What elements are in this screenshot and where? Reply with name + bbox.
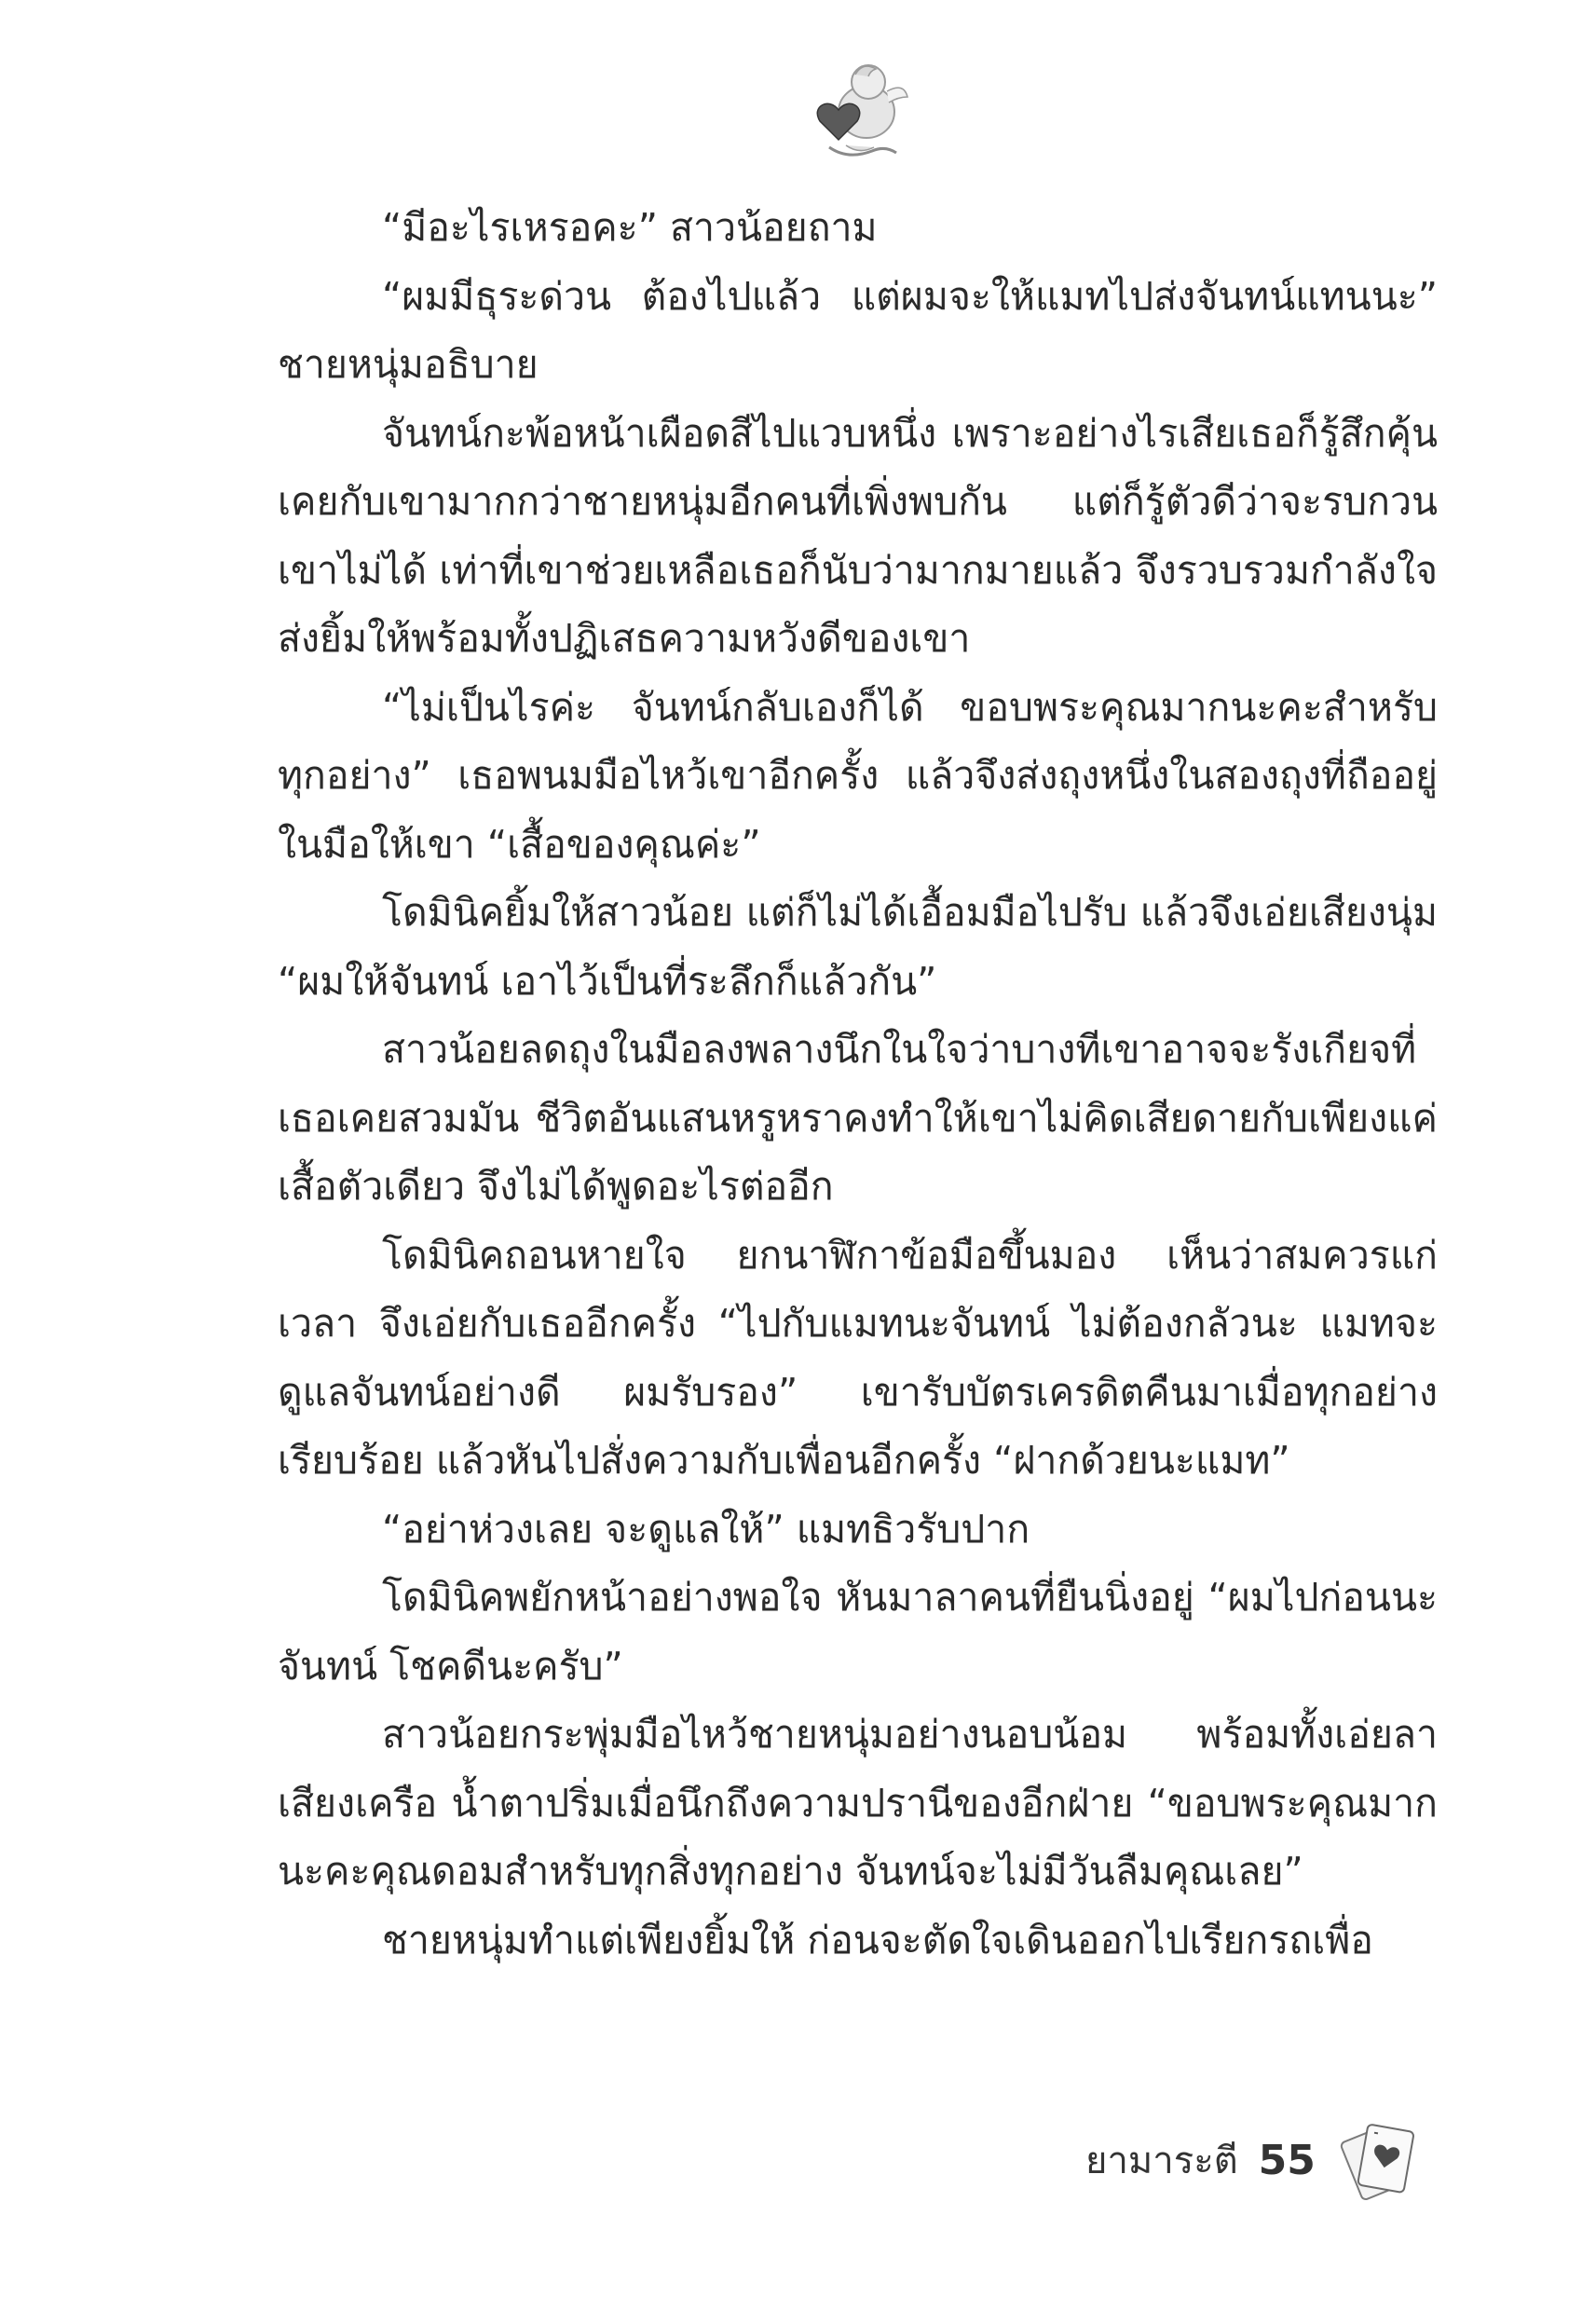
cupid-with-heart-icon <box>801 54 913 166</box>
paragraph: “ไม่เป็นไรค่ะ จันทน์กลับเองก็ได้ ขอบพระคุณมากนะคะสำหรับทุกอย่าง” เธอพนมมือไหว้เขาอีกครั้ง แล้วจึงส่งถุงหนึ่งในสองถุงที่ถืออยู่ในมือให้เขา “เสื้อของคุณค่ะ” <box>278 684 1438 867</box>
page-footer <box>1085 2123 1429 2197</box>
paragraph: ชายหนุ่มทำแต่เพียงยิ้มให้ ก่อนจะตัดใจเดินออกไปเรียกรถเพื่อ <box>382 1917 1373 1962</box>
page-number: 55 <box>1258 2136 1316 2184</box>
main-text <box>278 194 1438 1975</box>
paragraph: “อย่าห่วงเลย จะดูแลให้” แมทธิวรับปาก <box>382 1506 1030 1552</box>
book-title: ยามาระตี <box>1085 2140 1238 2182</box>
paragraph: โดมินิคพยักหน้าอย่างพอใจ หันมาลาคนที่ยืนนิ่งอยู่ “ผมไปก่อนนะจันทน์ โชคดีนะครับ” <box>278 1575 1438 1689</box>
paragraph: สาวน้อยกระพุ่มมือไหว้ชายหนุ่มอย่างนอบน้อม พร้อมทั้งเอ่ยลาเสียงเครือ น้ำตาปริ่มเมื่อนึกถึงความปรานีของอีกฝ่าย “ขอบพระคุณมากนะคะคุณดอมสำหรับทุกสิ่งทุกอย่าง จันทน์จะไม่มีวันลืมคุณเลย” <box>278 1712 1438 1894</box>
paragraph: โดมินิคยิ้มให้สาวน้อย แต่ก็ไม่ได้เอื้อมมือไปรับ แล้วจึงเอ่ยเสียงนุ่ม “ผมให้จันทน์ เอาไว้เป็นที่ระลึกก็แล้วกัน” <box>278 890 1438 1004</box>
paragraph: “ผมมีธุระด่วน ต้องไปแล้ว แต่ผมจะให้แมทไปส่งจันทน์แทนนะ” ชายหนุ่มอธิบาย <box>278 273 1438 387</box>
paragraph: จันทน์กะพ้อหน้าเผือดสีไปแวบหนึ่ง เพราะอย่างไรเสียเธอก็รู้สึกคุ้นเคยกับเขามากกว่าชายหนุ่มอีกคนที่เพิ่งพบกัน แต่ก็รู้ตัวดีว่าจะรบกวนเขาไม่ได้ เท่าที่เขาช่วยเหลือเธอก็นับว่ามากมายแล้ว จึงรวบรวมกำลังใจส่งยิ้มให้พร้อมทั้งปฏิเสธความหวังดีของเขา <box>278 410 1438 661</box>
playing-cards-heart-icon <box>1329 2112 1429 2208</box>
paragraph: สาวน้อยลดถุงในมือลงพลางนึกในใจว่าบางทีเขาอาจจะรังเกียจที่เธอเคยสวมมัน ชีวิตอันแสนหรูหราคงทำให้เขาไม่คิดเสียดายกับเพียงแค่เสื้อตัวเดียว จึงไม่ได้พูดอะไรต่ออีก <box>278 1027 1438 1209</box>
paragraph: “มีอะไรเหรอคะ” สาวน้อยถาม <box>382 205 878 250</box>
paragraph: โดมินิคถอนหายใจ ยกนาฬิกาข้อมือขึ้นมอง เห็นว่าสมควรแก่เวลา จึงเอ่ยกับเธออีกครั้ง “ไปกับแมทนะจันทน์ ไม่ต้องกลัวนะ แมทจะดูแลจันทน์อย่างดี ผมรับรอง” เขารับบัตรเครดิตคืนมาเมื่อทุกอย่างเรียบร้อย แล้วหันไปสั่งความกับเพื่อนอีกครั้ง “ฝากด้วยนะแมท” <box>278 1232 1438 1483</box>
